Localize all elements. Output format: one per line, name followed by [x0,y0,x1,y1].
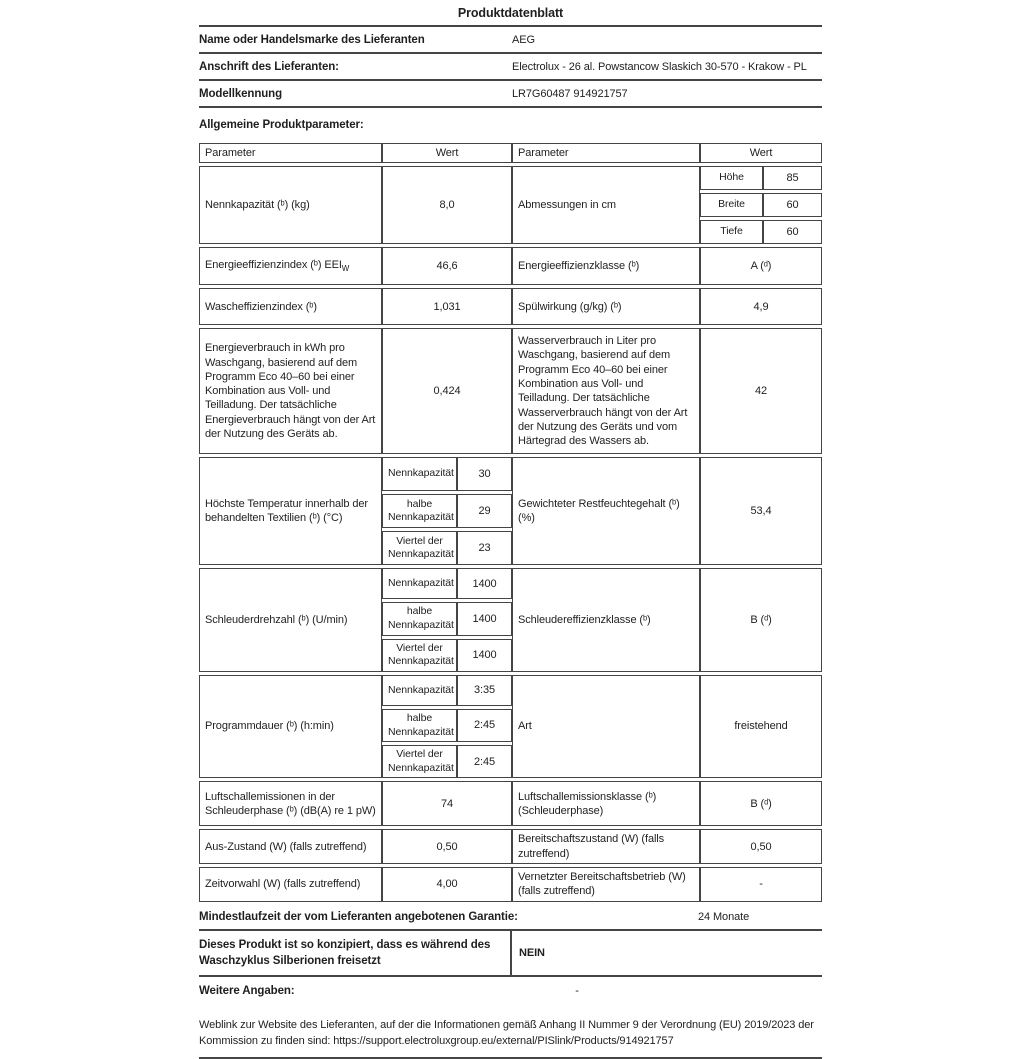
type-label: Art [512,675,700,779]
warranty-label: Mindestlaufzeit der vom Lieferanten angebotenen Garantie: [199,910,518,923]
spin-speed-quarter-label: Viertel der Nennkapazität [382,639,457,672]
supplier-info [199,25,822,108]
supplier-address-value: Electrolux - 26 al. Powstancow Slaskich 30-570 - Krakow - PL [512,60,807,73]
noise-class-value: B (ᵈ) [700,781,822,826]
parameters-table [199,140,822,905]
spin-class-label: Schleudereffizienzklasse (ᵇ) [512,568,700,672]
dimensions-label: Abmessungen in cm [512,166,700,244]
silver-ions-value: NEIN [519,946,545,959]
row-offmode-standby [199,829,822,864]
silver-ions-row [199,931,822,977]
spin-speed-label: Schleuderdrehzahl (ᵇ) (U/min) [199,568,382,672]
supplier-weblink-text: Weblink zur Website des Lieferanten, auf der die Informationen gemäß Anhang II Nummer 9 der Verordnung (EU) 2019/2023 der Kommission zu finden sind: https://support.electroluxgroup.eu/external/PISlink/Products/914921757 [199,1018,814,1048]
warranty-value: 24 Monate [698,910,750,923]
eei-value: 46,6 [382,247,512,285]
dimension-width-value: 60 [763,193,822,217]
energy-consumption-label: Energieverbrauch in kWh pro Waschgang, basierend auf dem Programm Eco 40–60 bei einer Kombination aus Voll- und Teilladung. Der tatsächliche Energieverbrauch hängt von der Art der Nutzung des Geräts ab. [199,328,382,454]
standby-value: 0,50 [700,829,822,864]
supplier-address-row [199,54,822,81]
warranty-row [199,905,822,931]
capacity-value: 8,0 [382,166,512,244]
duration-half-value: 2:45 [457,709,512,742]
duration-rated-value: 3:35 [457,675,512,706]
supplier-name-label: Name oder Handelsmarke des Lieferanten [199,33,425,46]
row-washindex-rinse [199,288,822,325]
duration-rated-label: Nennkapazität [382,675,457,706]
rinse-label: Spülwirkung (g/kg) (ᵇ) [512,288,700,325]
standby-label: Bereitschaftszustand (W) (falls zutreffend) [512,829,700,864]
energy-class-value: A (ᵈ) [700,247,822,285]
max-temp-half-value: 29 [457,494,512,528]
row-maxtemp-moisture [199,457,822,491]
supplier-address-label: Anschrift des Lieferanten: [199,60,339,73]
noise-label: Luftschallemissionen in der Schleuderphase (ᵇ) (dB(A) re 1 pW) [199,781,382,826]
dimension-height-value: 85 [763,166,822,190]
water-consumption-label: Wasserverbrauch in Liter pro Waschgang, basierend auf dem Programm Eco 40–60 bei einer Kombination aus Voll- und Teilladung. Der tatsächliche Wasserverbrauch hängt von der Art der Nutzung des Geräts und vom Härtegrad des Wassers ab. [512,328,700,454]
eei-label-subscript: W [341,264,350,274]
eei-label-text: Energieeffizienzindex (ᵇ) EEI [205,259,342,271]
header-parameter-right: Parameter [512,143,700,163]
dimension-height-label: Höhe [700,166,763,190]
table-header-row [199,143,822,163]
model-value: LR7G60487 914921757 [512,87,628,100]
spin-speed-quarter-value: 1400 [457,639,512,672]
section-heading: Allgemeine Produktparameter: [199,119,364,131]
additional-info-value: - [575,984,579,997]
eei-label [199,247,382,285]
networked-standby-label: Vernetzter Bereitschaftsbetrieb (W) (falls zutreffend) [512,867,700,902]
max-temp-rated-label: Nennkapazität [382,457,457,491]
wash-index-label: Wascheffizienzindex (ᵇ) [199,288,382,325]
networked-standby-value: - [700,867,822,902]
max-temp-quarter-label: Viertel der Nennkapazität [382,531,457,565]
moisture-value: 53,4 [700,457,822,565]
duration-quarter-value: 2:45 [457,745,512,778]
energy-consumption-value: 0,424 [382,328,512,454]
model-label: Modellkennung [199,87,283,100]
delay-start-value: 4,00 [382,867,512,902]
rinse-value: 4,9 [700,288,822,325]
additional-info-label: Weitere Angaben: [199,984,295,997]
noise-class-label: Luftschallemissionsklasse (ᵇ) (Schleuderphase) [512,781,700,826]
spin-speed-rated-value: 1400 [457,568,512,599]
bottom-divider [199,1057,822,1059]
spin-speed-rated-label: Nennkapazität [382,568,457,599]
duration-label: Programmdauer (ᵇ) (h:min) [199,675,382,779]
header-parameter-left: Parameter [199,143,382,163]
spin-speed-half-value: 1400 [457,602,512,635]
energy-class-label: Energieeffizienzklasse (ᵇ) [512,247,700,285]
water-consumption-value: 42 [700,328,822,454]
capacity-label: Nennkapazität (ᵇ) (kg) [199,166,382,244]
max-temp-label: Höchste Temperatur innerhalb der behandelten Textilien (ᵇ) (°C) [199,457,382,565]
max-temp-quarter-value: 23 [457,531,512,565]
row-spinspeed-spinclass [199,568,822,599]
model-row [199,81,822,108]
noise-value: 74 [382,781,512,826]
duration-half-label: halbe Nennkapazität [382,709,457,742]
row-capacity-dimensions [199,166,822,190]
row-eei-energyclass [199,247,822,285]
dimension-depth-label: Tiefe [700,220,763,244]
silver-ions-label: Dieses Produkt ist so konzipiert, dass es während des Waschzyklus Silberionen freisetzt [199,931,512,975]
product-datasheet [199,6,822,1059]
spin-class-value: B (ᵈ) [700,568,822,672]
additional-info-row [199,977,822,1005]
moisture-label: Gewichteter Restfeuchtegehalt (ᵇ) (%) [512,457,700,565]
header-wert-right: Wert [700,143,822,163]
row-energy-water-consumption [199,328,822,454]
max-temp-half-label: halbe Nennkapazität [382,494,457,528]
supplier-name-row [199,27,822,54]
row-delaystart-networked [199,867,822,902]
dimension-depth-value: 60 [763,220,822,244]
header-wert-left: Wert [382,143,512,163]
off-mode-label: Aus-Zustand (W) (falls zutreffend) [199,829,382,864]
max-temp-rated-value: 30 [457,457,512,491]
delay-start-label: Zeitvorwahl (W) (falls zutreffend) [199,867,382,902]
row-noise-noiseclass [199,781,822,826]
spin-speed-half-label: halbe Nennkapazität [382,602,457,635]
dimension-width-label: Breite [700,193,763,217]
wash-index-value: 1,031 [382,288,512,325]
row-duration-type [199,675,822,706]
page-title: Produktdatenblatt [457,6,564,20]
duration-quarter-label: Viertel der Nennkapazität [382,745,457,778]
type-value: freistehend [700,675,822,779]
off-mode-value: 0,50 [382,829,512,864]
supplier-name-value: AEG [512,33,535,46]
